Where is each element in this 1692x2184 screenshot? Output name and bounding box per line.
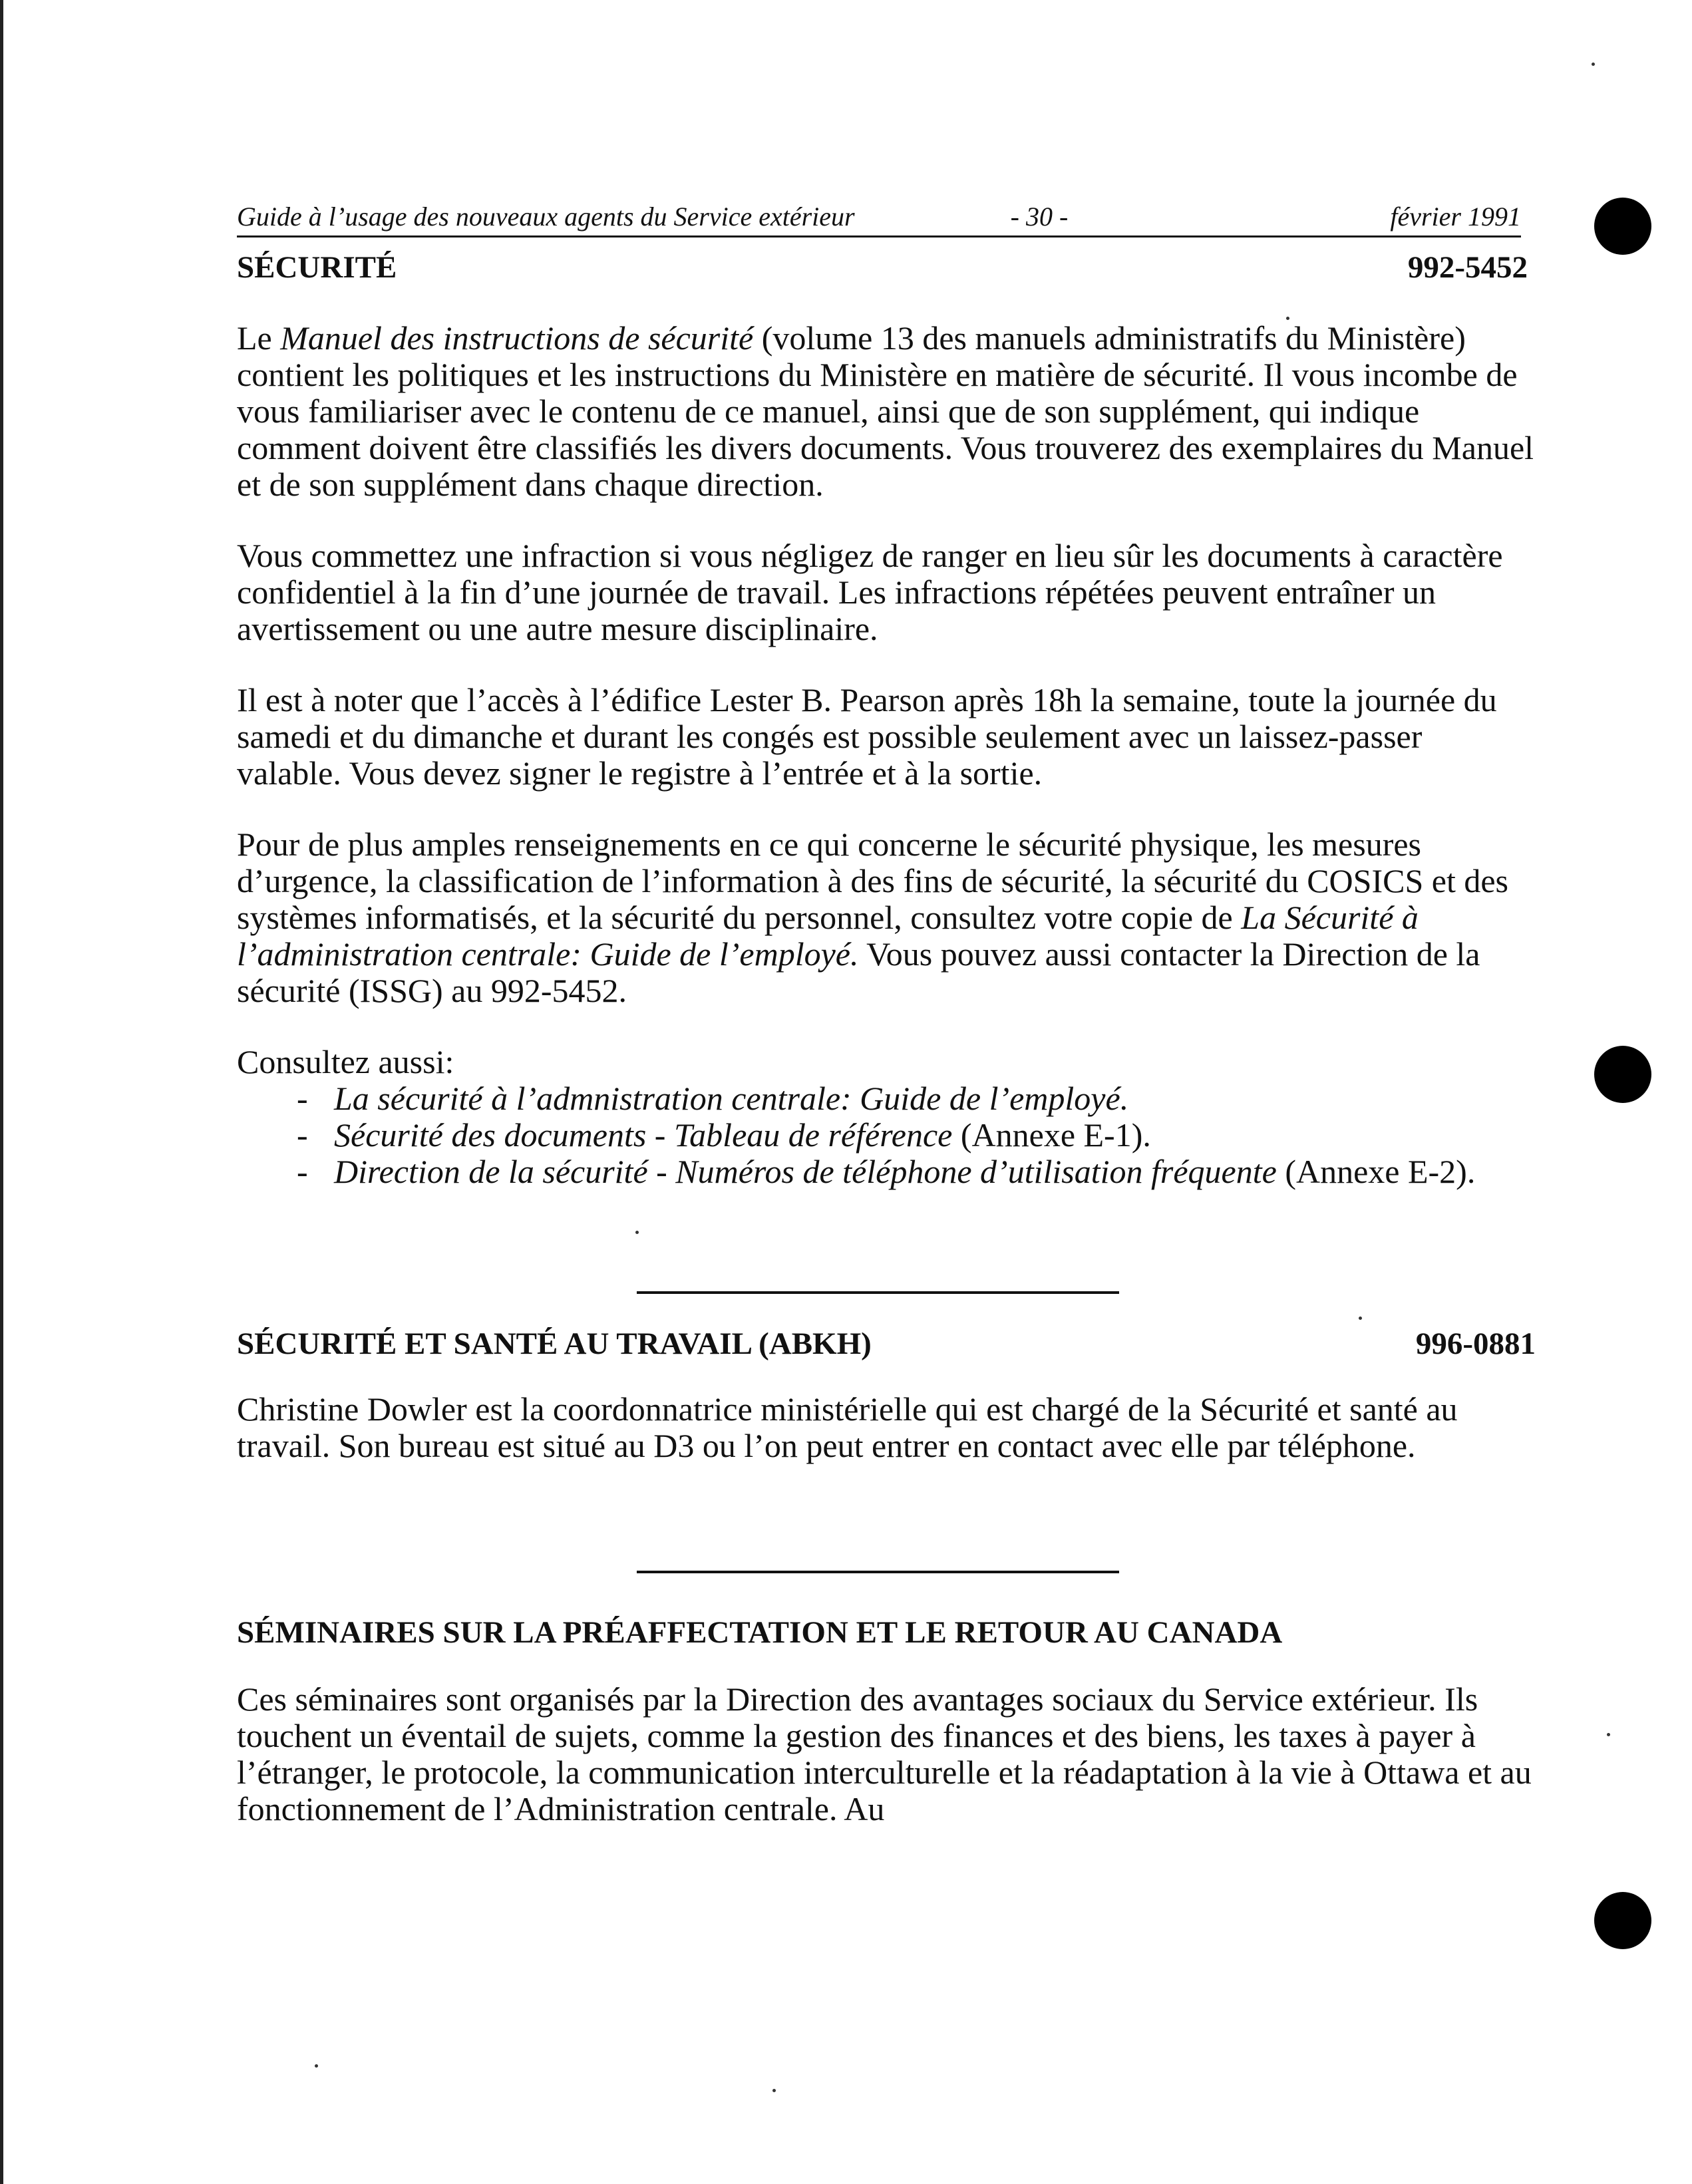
see-also-list — [237, 1080, 1528, 1190]
paragraph: Il est à noter que l’accès à l’édifice Lester B. Pearson après 18h la semaine, toute la journée du samedi et du dimanche et durant les congés est possible seulement avec un laissez-passer valable. Vous devez signer le registre à l’entrée et à la sortie. — [237, 681, 1497, 792]
section-phone: 992-5452 — [1407, 250, 1528, 285]
list-item: - Direction de la sécurité - Numéros de téléphone d’utilisation fréquente (Annexe E-2). — [297, 1154, 1528, 1190]
section-heading — [237, 1612, 1528, 1653]
scan-speck — [1607, 1733, 1610, 1736]
paragraph: Ces séminaires sont organisés par la Direction des avantages sociaux du Service extérieur. Ils touchent un éventail de sujets, comme la gestion des finances et des biens, les taxes à payer à l’étranger, le protocole, la communication interculturelle et la réadaptation à la vie à Ottawa et au fonctionnement de l’Administration centrale. Au — [237, 1680, 1532, 1827]
paragraph: Vous commettez une infraction si vous négligez de ranger en lieu sûr les documents à caractère confidentiel à la fin d’une journée de travail. Les infractions répétées peuvent entraîner un avertissement ou une autre mesure disciplinaire. — [237, 537, 1503, 647]
document-title: Manuel des instructions de sécurité — [280, 319, 754, 357]
section-heading — [237, 1323, 1536, 1364]
paragraph: Le Manuel des instructions de sécurité (volume 13 des manuels administratifs du Ministère) contient les politiques et les instructions du Ministère en matière de sécurité. Il vous incombe de vous familiariser avec le contenu de ce manuel, ainsi que de son supplément, qui indique comment doivent être classifiés les divers documents. Vous trouverez des exemplaires du Manuel et de son supplément dans chaque direction. — [237, 319, 1534, 503]
list-item: - Sécurité des documents - Tableau de référence (Annexe E-1). — [297, 1117, 1528, 1154]
paragraph: Christine Dowler est la coordonnatrice ministérielle qui est chargé de la Sécurité et santé au travail. Son bureau est situé au D3 ou l’on peut entrer en contact avec elle par téléphone. — [237, 1390, 1458, 1464]
running-header — [237, 200, 1521, 237]
section-title: SÉCURITÉ ET SANTÉ AU TRAVAIL (ABKH) — [237, 1326, 872, 1361]
section-heading — [237, 247, 1528, 288]
punch-hole-middle — [1594, 1046, 1651, 1103]
scan-speck — [772, 2089, 776, 2092]
see-also-label: Consultez aussi: — [237, 1043, 454, 1080]
section-title: SÉCURITÉ — [237, 250, 397, 285]
header-page-number: - 30 - — [1010, 202, 1069, 232]
scan-speck — [1592, 63, 1595, 66]
page-content — [237, 200, 1536, 1827]
punch-hole-bottom — [1594, 1892, 1651, 1949]
section-phone: 996-0881 — [1415, 1326, 1536, 1361]
header-title: Guide à l’usage des nouveaux agents du Service extérieur — [237, 202, 855, 232]
document-title: La Sécurité à l’administration centrale: Guide de l’employé. — [237, 899, 1419, 973]
section-divider — [637, 1571, 1119, 1573]
section-title: SÉMINAIRES SUR LA PRÉAFFECTATION ET LE RETOUR AU CANADA — [237, 1615, 1283, 1650]
punch-hole-top — [1594, 198, 1651, 255]
scan-page-edge — [0, 0, 3, 2184]
header-date: février 1991 — [1390, 202, 1521, 232]
scan-speck — [315, 2064, 318, 2068]
section-divider — [637, 1291, 1119, 1294]
paragraph: Pour de plus amples renseignements en ce qui concerne le sécurité physique, les mesures d’urgence, la classification de l’information à des fins de sécurité, la sécurité du COSICS et des systèmes informatisés, et la sécurité du personnel, consultez votre copie de La Sécurité à l’administration centrale: Guide de l’employé. Vous pouvez aussi contacter la Direction de la sécurité (ISSG) au 992-5452. — [237, 826, 1509, 1009]
list-item: - La sécurité à l’admnistration centrale: Guide de l’employé. — [297, 1080, 1528, 1117]
